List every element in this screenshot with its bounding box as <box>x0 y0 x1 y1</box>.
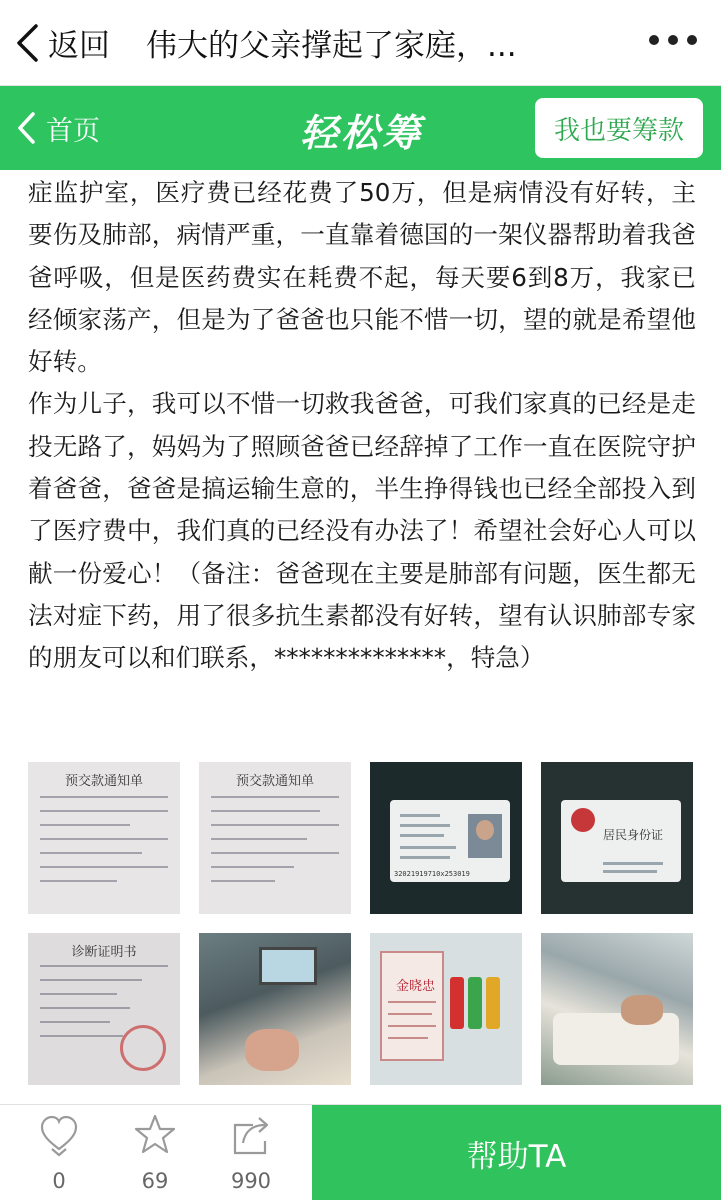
more-dots-icon <box>668 35 678 45</box>
share-count: 990 <box>230 1169 272 1193</box>
status-tag <box>486 977 500 1029</box>
national-emblem-icon <box>571 808 595 832</box>
heart-icon <box>39 1113 79 1157</box>
back-button[interactable] <box>0 0 110 86</box>
more-dots-icon <box>687 35 697 45</box>
more-button[interactable] <box>649 28 697 52</box>
article-body <box>28 172 696 680</box>
home-button[interactable] <box>0 86 100 170</box>
site-header <box>0 86 721 170</box>
back-label: 返回 <box>48 28 110 64</box>
deposit-notice-image[interactable] <box>28 762 180 914</box>
favorite-count: 69 <box>141 1169 169 1193</box>
card-heading: 居民身份证 <box>603 828 664 842</box>
share-icon <box>231 1113 271 1157</box>
bottom-toolbar <box>0 1104 721 1200</box>
document-heading: 预交款通知单 <box>235 774 314 789</box>
chevron-left-icon <box>14 23 40 63</box>
home-label: 首页 <box>46 115 100 147</box>
patient-face <box>621 995 663 1025</box>
start-fundraiser-button[interactable]: 我也要筹款 <box>535 98 703 158</box>
article-paragraph: 作为儿子，我可以不惜一切救我爸爸，可我们家真的已经是走投无路了，妈妈为了照顾爸爸已经辞掉了工作一直在医院守护着爸爸，爸爸是搞运输生意的，半生挣得钱也已经全部投入到了医疗费中，我们真的已经没有办法了！希望社会好心人可以献一份爱心！（备注：爸爸现在主要是肺部有问题，医生都无法对症下药，用了很多抗生素都没有好转，望有认识肺部专家的朋友可以和们联系，**************，特急） <box>28 389 696 673</box>
monitor-screen <box>259 947 317 985</box>
page-title: 伟大的父亲撑起了家庭，... <box>146 28 517 64</box>
id-card-front-image[interactable] <box>370 762 522 914</box>
star-icon <box>135 1113 175 1157</box>
id-photo <box>468 814 502 858</box>
help-button[interactable]: 帮助TA <box>312 1105 721 1200</box>
diagnosis-certificate-image[interactable] <box>28 933 180 1085</box>
article-paragraph: 症监护室，医疗费已经花费了50万，但是病情没有好转，主要伤及肺部，病情严重，一直靠着德国的一架仪器帮助着我爸爸呼吸，但是医药费实在耗费不起，每天要6到8万，我家已经倾家荡产，但是为了爸爸也只能不惜一切，望的就是希望他好转。 <box>28 178 696 377</box>
like-button[interactable] <box>14 1105 104 1200</box>
status-tag <box>468 977 482 1029</box>
deposit-notice-image[interactable] <box>199 762 351 914</box>
like-count: 0 <box>52 1169 66 1193</box>
title-bar <box>0 0 721 86</box>
id-card-back-image[interactable] <box>541 762 693 914</box>
status-tag <box>450 977 464 1029</box>
brand-logo: 轻松筹 <box>300 111 424 155</box>
hospital-bed <box>553 1013 679 1065</box>
document-heading: 预交款通知单 <box>64 774 143 789</box>
patient-name: 金晓忠 <box>396 979 436 994</box>
patient-face <box>245 1029 299 1071</box>
icu-photo-image[interactable] <box>199 933 351 1085</box>
seal-stamp <box>120 1025 166 1071</box>
id-number: 32021919710x253019 <box>394 870 470 878</box>
icu-photo-image[interactable] <box>541 933 693 1085</box>
favorite-button[interactable] <box>110 1105 200 1200</box>
more-dots-icon <box>649 35 659 45</box>
bed-card-image[interactable] <box>370 933 522 1085</box>
document-heading: 诊断证明书 <box>71 945 137 960</box>
chevron-left-icon <box>16 111 36 145</box>
share-button[interactable] <box>206 1105 296 1200</box>
